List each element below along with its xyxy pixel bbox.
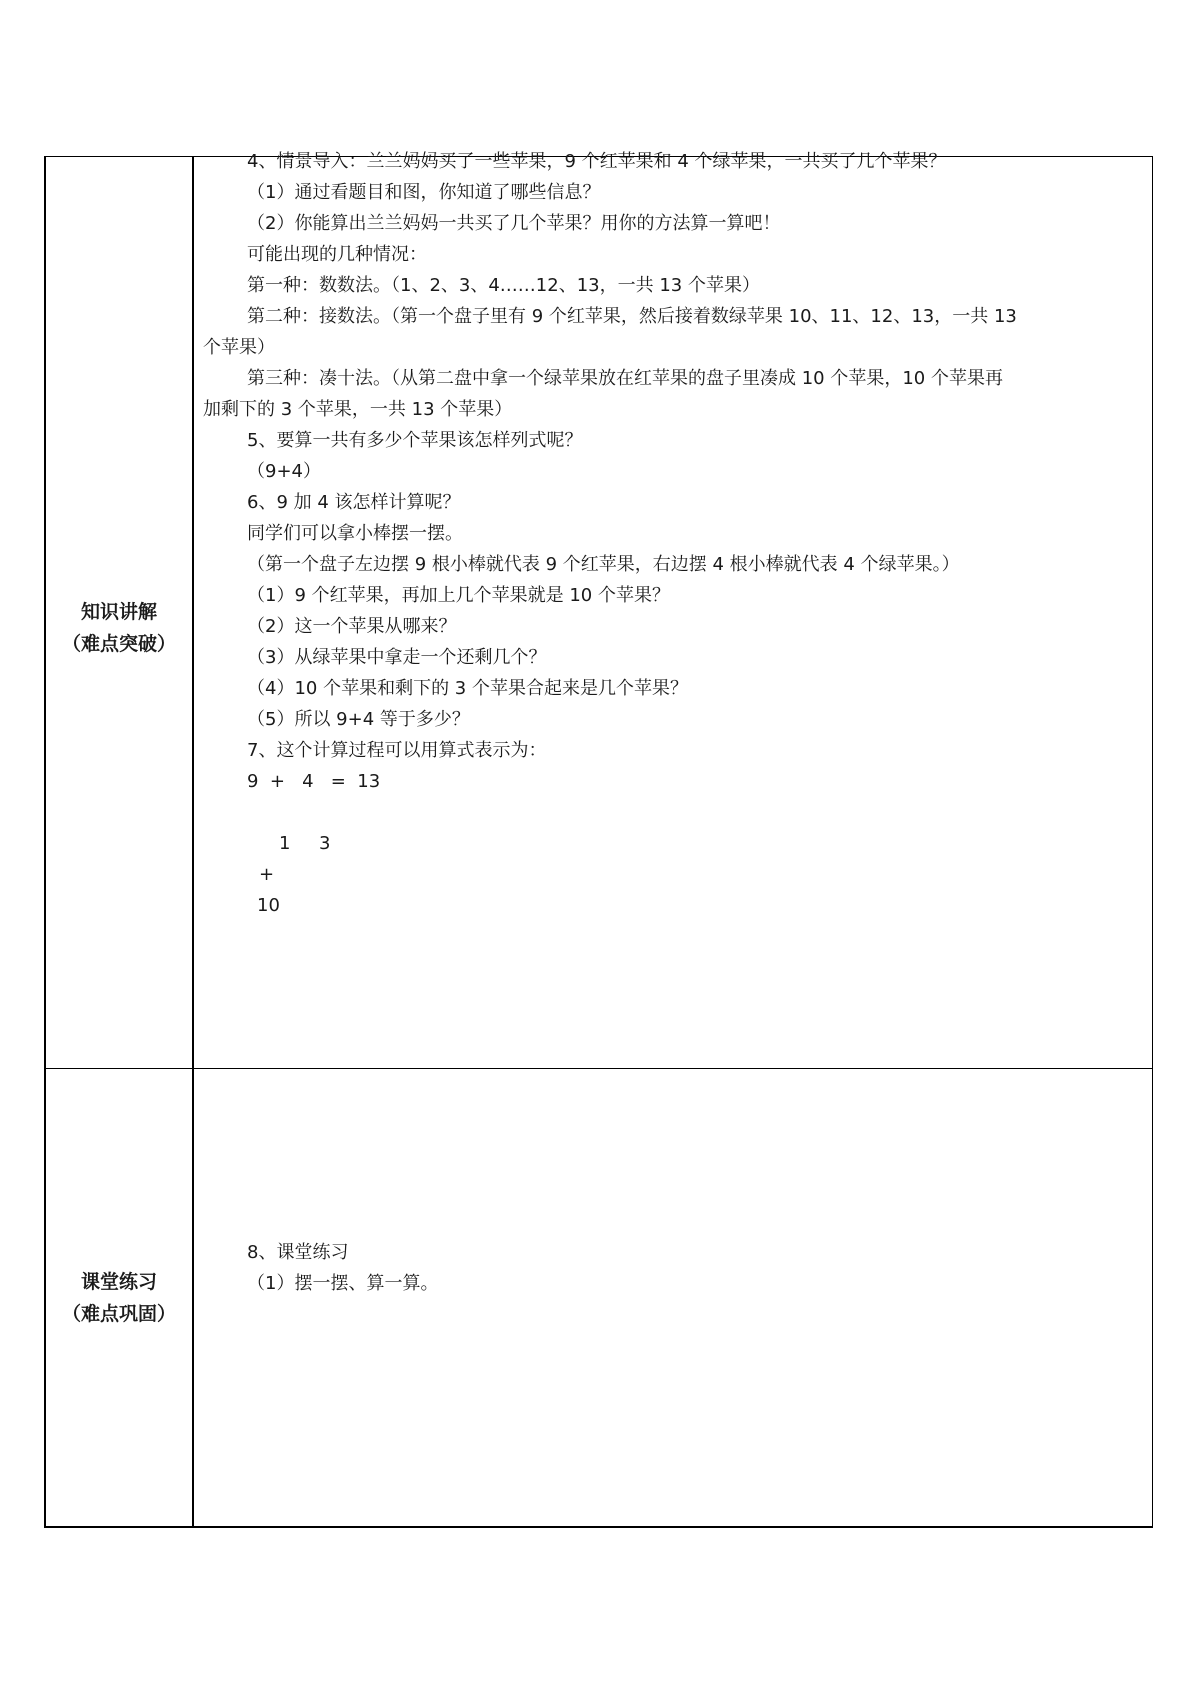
content-line: 4、情景导入：兰兰妈妈买了一些苹果，9 个红苹果和 4 个绿苹果，一共买了几个苹果？ [247,151,947,172]
row-title: 课堂练习 [80,1271,157,1293]
content-line: （1）摆一摆、算一算。 [247,1273,439,1294]
content-line: （第一个盘子左边摆 9 根小棒就代表 9 个红苹果，右边摆 4 根小棒就代表 4 个绿苹果。） [247,554,960,575]
content-line: 5、要算一共有多少个苹果该怎样列式呢？ [247,430,583,451]
content-line: （1）9 个红苹果，再加上几个苹果就是 10 个苹果？ [247,585,670,606]
content-line: 7、这个计算过程可以用算式表示为： [247,740,547,761]
content-line: 第二种：接数法。（第一个盘子里有 9 个红苹果，然后接着数绿苹果 10、11、12、13，一共 13 [247,306,1017,327]
row-label-knowledge [44,596,194,660]
equation-line: 9 + 4 = 13 [247,771,381,792]
row-title: 知识讲解 [80,601,157,623]
content-line: 第三种：凑十法。（从第二盘中拿一个绿苹果放在红苹果的盘子里凑成 10 个苹果，10 个苹果再 [247,368,1003,389]
table-border-bottom [44,1526,1153,1528]
table-border-right [1152,156,1153,1528]
content-line: 6、9 加 4 该怎样计算呢？ [247,492,461,513]
content-line: 可能出现的几种情况： [247,244,427,265]
decompose-line: 10 [257,895,280,916]
row-subtitle: （难点突破） [61,633,176,655]
content-line: 第一种：数数法。（1、2、3、4……12、13，一共 13 个苹果） [247,275,760,296]
row-label-practice [44,1266,194,1330]
table-row-divider [44,1068,1153,1069]
content-line: （9+4） [247,461,321,482]
decompose-line: + [259,864,275,885]
content-line: 同学们可以拿小棒摆一摆。 [247,523,463,544]
row-subtitle: （难点巩固） [61,1303,176,1325]
content-line: 加剩下的 3 个苹果，一共 13 个苹果） [203,399,513,420]
content-line: 个苹果） [203,337,275,358]
content-line: （2）你能算出兰兰妈妈一共买了几个苹果？用你的方法算一算吧！ [247,213,781,234]
content-line: （4）10 个苹果和剩下的 3 个苹果合起来是几个苹果？ [247,678,688,699]
content-line: （5）所以 9+4 等于多少？ [247,709,470,730]
decompose-line: 1 3 [279,833,331,854]
content-line: （1）通过看题目和图，你知道了哪些信息？ [247,182,601,203]
content-line: （3）从绿苹果中拿走一个还剩几个？ [247,647,547,668]
content-line: 8、课堂练习 [247,1242,349,1263]
lesson-table [44,151,1154,1528]
content-line: （2）这一个苹果从哪来？ [247,616,457,637]
